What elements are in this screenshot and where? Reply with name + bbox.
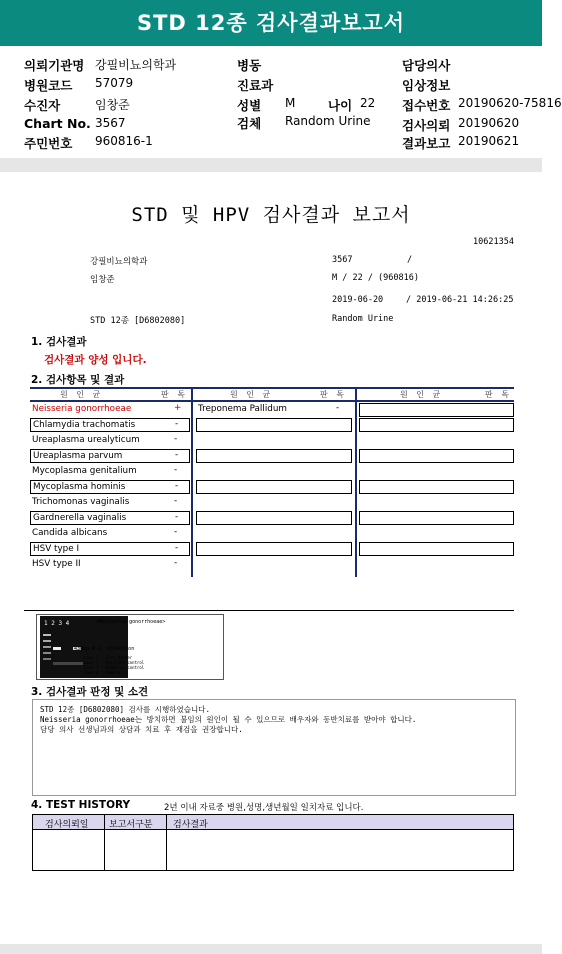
gel-legend-1: Lane 1 : Size Marker (84, 655, 133, 660)
request-label: 검사의뢰 (402, 118, 451, 133)
col-head-pathogen-3: 원 인 균 (400, 390, 444, 399)
gel-band-label: 430bp N.G. infection (74, 646, 135, 652)
result-row-gardnerella (30, 511, 190, 525)
doc-number: 10621354 (473, 237, 514, 247)
empty-cell (359, 449, 514, 463)
result-row-ureaplasma-parvum (30, 449, 190, 463)
pathogen-result: - (336, 403, 340, 413)
col-head-judge-1: 판 독 (161, 390, 188, 399)
result-row-treponema (196, 403, 352, 417)
page-bottom-gap (0, 944, 542, 954)
hosp-code-label: 병원코드 (24, 78, 73, 93)
gel-lane-numbers: 1 2 3 4 (44, 620, 70, 627)
patient-value: 임창준 (95, 98, 130, 112)
pathogen-result: - (174, 496, 178, 506)
pathogen-name: Ureaplasma parvum (33, 451, 123, 461)
pathogen-name: Mycoplasma genitalium (32, 466, 137, 476)
pathogen-result: - (174, 558, 178, 568)
request-value: 20190620 (458, 116, 520, 130)
result-row-ureaplasma-urealyticum (30, 434, 190, 448)
result-row-mycoplasma-hominis (30, 480, 190, 494)
pathogen-name: Treponema Pallidum (198, 404, 287, 414)
rrn-value: 960816-1 (95, 134, 153, 148)
pathogen-result: - (175, 512, 179, 522)
doc-specimen: Random Urine (332, 314, 394, 324)
col-head-pathogen-1: 원 인 균 (60, 390, 104, 399)
history-table (32, 814, 514, 871)
report-header-title: STD 12종 검사결과보고서 (0, 0, 542, 46)
empty-cell (359, 418, 514, 432)
specimen-label: 검체 (237, 116, 262, 131)
req-org-value: 강필비뇨의학과 (95, 58, 177, 72)
empty-cell (359, 511, 514, 525)
grid-header-line (30, 400, 514, 402)
result-row-chlamydia (30, 418, 190, 432)
col-head-judge-2: 판 독 (320, 390, 347, 399)
pathogen-result: - (174, 527, 178, 537)
pathogen-name: HSV type I (33, 544, 80, 554)
doc-org: 강필비뇨의학과 (90, 257, 148, 267)
empty-cell (359, 403, 514, 417)
age-label: 나이 (328, 98, 353, 113)
result-row-neisseria (30, 403, 190, 417)
patient-info-block (0, 52, 562, 154)
section-title-opinion: 3. 검사결과 판정 및 소견 (31, 686, 149, 698)
result-row-candida (30, 527, 190, 541)
req-org-label: 의뢰기관명 (24, 58, 85, 73)
clinical-label: 임상정보 (402, 78, 451, 93)
section-divider (24, 610, 514, 611)
doc-chart: 3567 (332, 255, 353, 265)
result-row-mycoplasma-genitalium (30, 465, 190, 479)
empty-cell (359, 480, 514, 494)
result-grid (30, 387, 514, 577)
gel-legend-4: Lane 4 : Sample (84, 670, 121, 675)
history-col-divider-1 (104, 815, 105, 870)
report-label: 결과보고 (402, 136, 451, 151)
result-row-hsv2 (30, 558, 190, 572)
pathogen-result: - (175, 419, 179, 429)
pathogen-name: Neisseria gonorrhoeae (32, 404, 132, 414)
section-title-items: 2. 검사항목 및 결과 (31, 374, 125, 386)
pathogen-name: Chlamydia trachomatis (33, 420, 136, 430)
empty-cell (359, 542, 514, 556)
pathogen-result: + (174, 403, 182, 413)
grid-divider-2 (355, 387, 357, 577)
pathogen-name: Trichomonas vaginalis (32, 497, 130, 507)
pathogen-result: - (174, 465, 178, 475)
gel-legend-3: Lane 3 : Negative control (84, 665, 145, 670)
doc-patient: 임창준 (90, 275, 115, 285)
doc-test-code: STD 12종 [D6802080] (90, 316, 186, 326)
chart-label: Chart No. (24, 116, 91, 131)
history-col-divider-2 (166, 815, 167, 870)
gel-title: <Neisseria gonorrhoeae> (96, 619, 166, 625)
positive-result-message: 검사결과 양성 입니다. (44, 354, 147, 366)
receipt-value: 20190620-75816 (458, 96, 562, 110)
pathogen-name: Candida albicans (32, 528, 108, 538)
dept-label: 진료과 (237, 78, 274, 93)
age-value: 22 (360, 96, 376, 110)
hosp-code-value: 57079 (95, 76, 134, 90)
chart-value: 3567 (95, 116, 126, 130)
sex-label: 성별 (237, 98, 262, 113)
report-value: 20190621 (458, 134, 520, 148)
doc-slash: / (407, 255, 413, 265)
empty-cell (196, 511, 352, 525)
result-row-hsv1 (30, 542, 190, 556)
specimen-value: Random Urine (285, 114, 371, 128)
patient-label: 수진자 (24, 98, 61, 113)
doc-date-report: / 2019-06-21 14:26:25 (406, 295, 514, 305)
empty-cell (196, 418, 352, 432)
pathogen-result: - (174, 434, 178, 444)
section-title-result: 1. 검사결과 (31, 336, 87, 348)
pathogen-name: Mycoplasma hominis (33, 482, 126, 492)
history-col-report-type: 보고서구분 (109, 820, 153, 830)
sex-value: M (285, 96, 296, 110)
pathogen-result: - (175, 543, 179, 553)
receipt-label: 접수번호 (402, 98, 451, 113)
ward-label: 병동 (237, 58, 262, 73)
doc-sex-age: M / 22 / (960816) (332, 273, 419, 283)
pathogen-name: HSV type II (32, 559, 81, 569)
opinion-line-3: 담당 의사 선생님과의 상담과 치료 후 재검을 권장합니다. (40, 725, 243, 734)
page-separator (0, 158, 542, 172)
doctor-label: 담당의사 (402, 58, 451, 73)
pathogen-result: - (175, 450, 179, 460)
empty-cell (196, 480, 352, 494)
result-row-trichomonas (30, 496, 190, 510)
empty-cell (196, 449, 352, 463)
opinion-line-1: STD 12종 [D6802080] 검사를 시행하였습니다. (40, 705, 211, 714)
history-table-header (33, 815, 513, 830)
document-title: STD 및 HPV 검사결과 보고서 (131, 204, 411, 226)
grid-divider-1 (191, 387, 193, 577)
col-head-pathogen-2: 원 인 균 (230, 390, 274, 399)
history-col-result: 검사결과 (173, 820, 208, 830)
history-col-request-date: 검사의뢰일 (45, 820, 89, 830)
doc-date-request: 2019-06-20 (332, 295, 384, 305)
section-title-history: 4. TEST HISTORY (31, 799, 131, 811)
pathogen-result: - (175, 481, 179, 491)
rrn-label: 주민번호 (24, 136, 73, 151)
history-note: 2년 이내 자료중 병원,성명,생년월일 일치자료 입니다. (164, 803, 364, 813)
gel-legend-2: Lane 2 : Positive control (84, 660, 145, 665)
pathogen-name: Gardnerella vaginalis (33, 513, 127, 523)
empty-cell (196, 542, 352, 556)
pathogen-name: Ureaplasma urealyticum (32, 435, 140, 445)
opinion-line-2: Neisseria gonorrhoeae는 방치하면 불임의 원인이 될 수 있으므로 배우자와 동반치료를 받아야 합니다. (40, 715, 417, 724)
col-head-judge-3: 판 독 (485, 390, 512, 399)
